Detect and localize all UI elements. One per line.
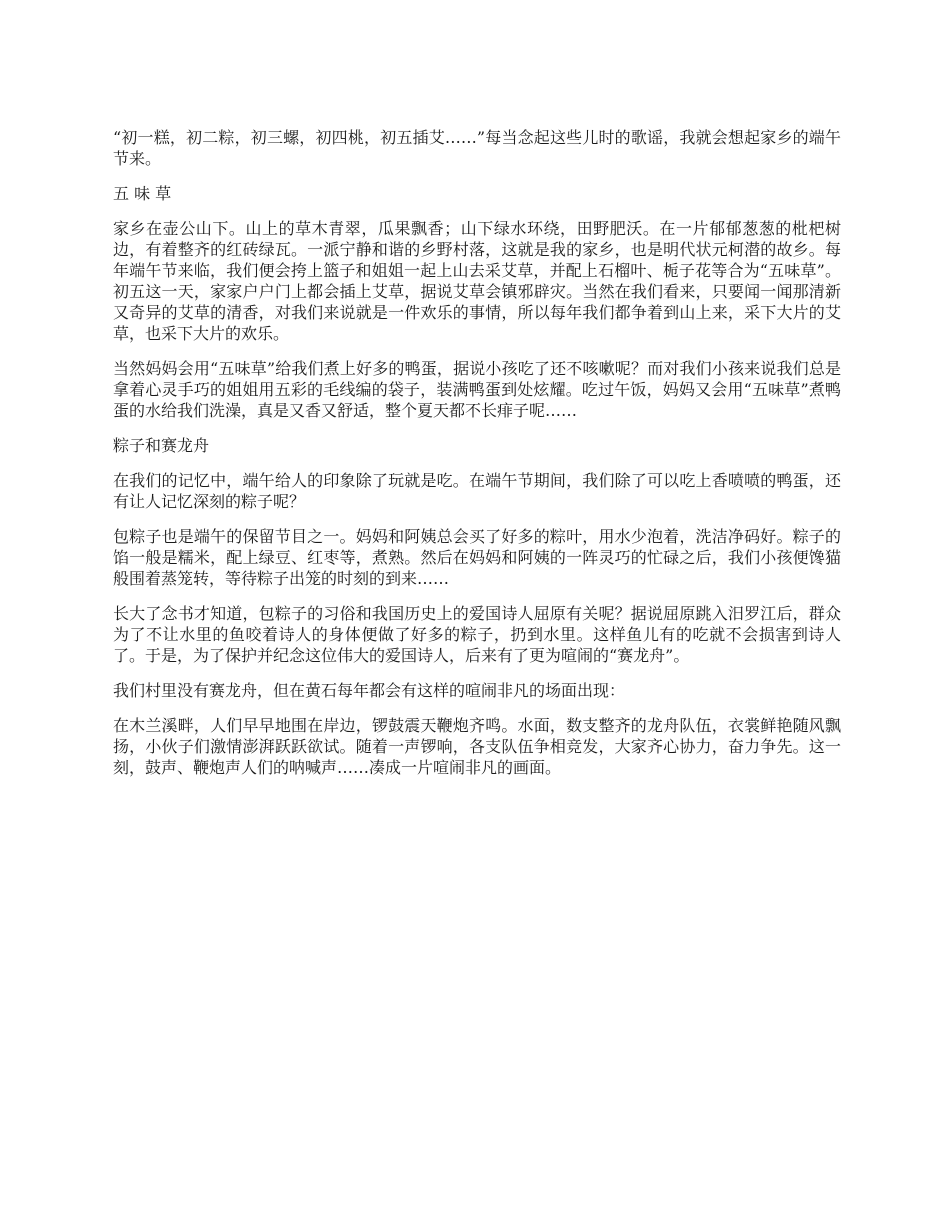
paragraph: 长大了念书才知道，包粽子的习俗和我国历史上的爱国诗人屈原有关呢？据说屈原跳入汨罗江后，群众为了不让水里的鱼咬着诗人的身体便做了好多的粽子，扔到水里。这样鱼儿有的吃就不会损害到诗人了。于是，为了保护并纪念这位伟大的爱国诗人，后来有了更为喧闹的“赛龙舟”。: [113, 604, 841, 665]
paragraph: 在木兰溪畔，人们早早地围在岸边，锣鼓震天鞭炮齐鸣。水面，数支整齐的龙舟队伍，衣裳鲜艳随风飘扬，小伙子们激情澎湃跃跃欲试。随着一声锣响，各支队伍争相竞发，大家齐心协力，奋力争先。这一刻，鼓声、鞭炮声人们的呐喊声……凑成一片喧闹非凡的画面。: [113, 716, 841, 777]
section-heading-wuweicao: 五 味 草: [113, 184, 172, 203]
intro-paragraph: “初一糕，初二粽，初三螺，初四桃，初五插艾……”每当念起这些儿时的歌谣，我就会想起家乡的端午节来。: [113, 128, 841, 168]
paragraph: 在我们的记忆中，端午给人的印象除了玩就是吃。在端午节期间，我们除了可以吃上香喷喷的鸭蛋，还有让人记忆深刻的粽子呢？: [113, 471, 841, 511]
document-body: [113, 127, 841, 792]
section-heading-zongzi: 粽子和赛龙舟: [113, 436, 210, 455]
paragraph: 包粽子也是端午的保留节目之一。妈妈和阿姨总会买了好多的粽叶，用水少泡着，洗洁净码好。粽子的馅一般是糯米，配上绿豆、红枣等，煮熟。然后在妈妈和阿姨的一阵灵巧的忙碌之后，我们小孩便馋猫般围着蒸笼转，等待粽子出笼的时刻的到来……: [113, 527, 841, 588]
paragraph: 当然妈妈会用“五味草”给我们煮上好多的鸭蛋，据说小孩吃了还不咳嗽呢？而对我们小孩来说我们总是拿着心灵手巧的姐姐用五彩的毛线编的袋子，装满鸭蛋到处炫耀。吃过午饭，妈妈又会用“五味草”煮鸭蛋的水给我们洗澡，真是又香又舒适，整个夏天都不长痱子呢……: [113, 359, 841, 420]
paragraph: 我们村里没有赛龙舟，但在黄石每年都会有这样的喧闹非凡的场面出现：: [113, 681, 626, 700]
paragraph: 家乡在壶公山下。山上的草木青翠，瓜果飘香；山下绿水环绕，田野肥沃。在一片郁郁葱葱的枇杷树边，有着整齐的红砖绿瓦。一派宁静和谐的乡野村落，这就是我的家乡，也是明代状元柯潜的故乡。每年端午节来临，我们便会挎上篮子和姐姐一起上山去采艾草，并配上石榴叶、栀子花等合为“五味草”。初五这一天，家家户户门上都会插上艾草，据说艾草会镇邪辟灾。当然在我们看来，只要闻一闻那清新又奇异的艾草的清香，对我们来说就是一件欢乐的事情，所以每年我们都争着到山上来，采下大片的艾草，也采下大片的欢乐。: [113, 219, 841, 343]
